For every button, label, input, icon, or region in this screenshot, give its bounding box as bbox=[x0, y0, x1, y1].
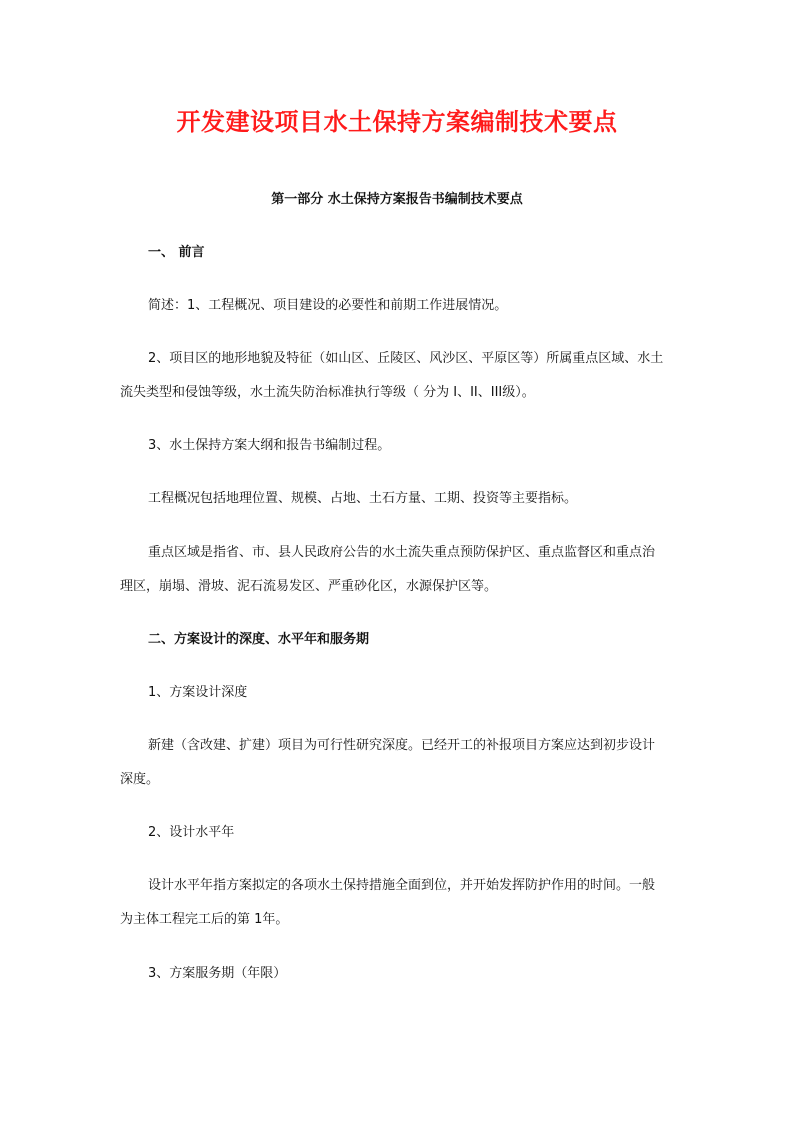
document-title: 开发建设项目水土保持方案编制技术要点 bbox=[176, 108, 618, 136]
section1-heading: 一、 前言 bbox=[148, 245, 205, 260]
paragraph-4: 工程概况包括地理位置、规模、占地、土石方量、工期、投资等主要指标。 bbox=[148, 491, 578, 506]
section2-paragraph-1-line-1: 新建（含改建、扩建）项目为可行性研究深度。已经开工的补报项目方案应达到初步设计 bbox=[148, 738, 656, 753]
paragraph-5-line-1: 重点区域是指省、市、县人民政府公告的水土流失重点预防保护区、重点监督区和重点治 bbox=[148, 545, 656, 560]
section2-paragraph-1-line-2: 深度。 bbox=[120, 772, 160, 787]
paragraph-1: 简述：1、工程概况、项目建设的必要性和前期工作进展情况。 bbox=[148, 298, 508, 313]
section2-item-3: 3、方案服务期（年限） bbox=[148, 966, 287, 981]
section2-paragraph-2-line-1: 设计水平年指方案拟定的各项水土保持措施全面到位，并开始发挥防护作用的时间。一般 bbox=[148, 878, 656, 893]
part-title: 第一部分 水土保持方案报告书编制技术要点 bbox=[271, 192, 523, 207]
section2-item-1: 1、方案设计深度 bbox=[148, 685, 248, 700]
paragraph-5-line-2: 理区，崩塌、滑坡、泥石流易发区、严重砂化区，水源保护区等。 bbox=[120, 579, 498, 594]
paragraph-3: 3、水土保持方案大纲和报告书编制过程。 bbox=[148, 438, 391, 453]
paragraph-2-line-2: 流失类型和侵蚀等级，水土流失防治标准执行等级（ 分为 I、II、III级）。 bbox=[120, 385, 535, 400]
section2-item-2: 2、设计水平年 bbox=[148, 825, 235, 840]
section2-heading: 二、方案设计的深度、水平年和服务期 bbox=[148, 632, 370, 647]
section2-paragraph-2-line-2: 为主体工程完工后的第 1年。 bbox=[120, 912, 289, 927]
paragraph-2-line-1: 2、项目区的地形地貌及特征（如山区、丘陵区、风沙区、平原区等）所属重点区域、水土 bbox=[148, 351, 664, 366]
